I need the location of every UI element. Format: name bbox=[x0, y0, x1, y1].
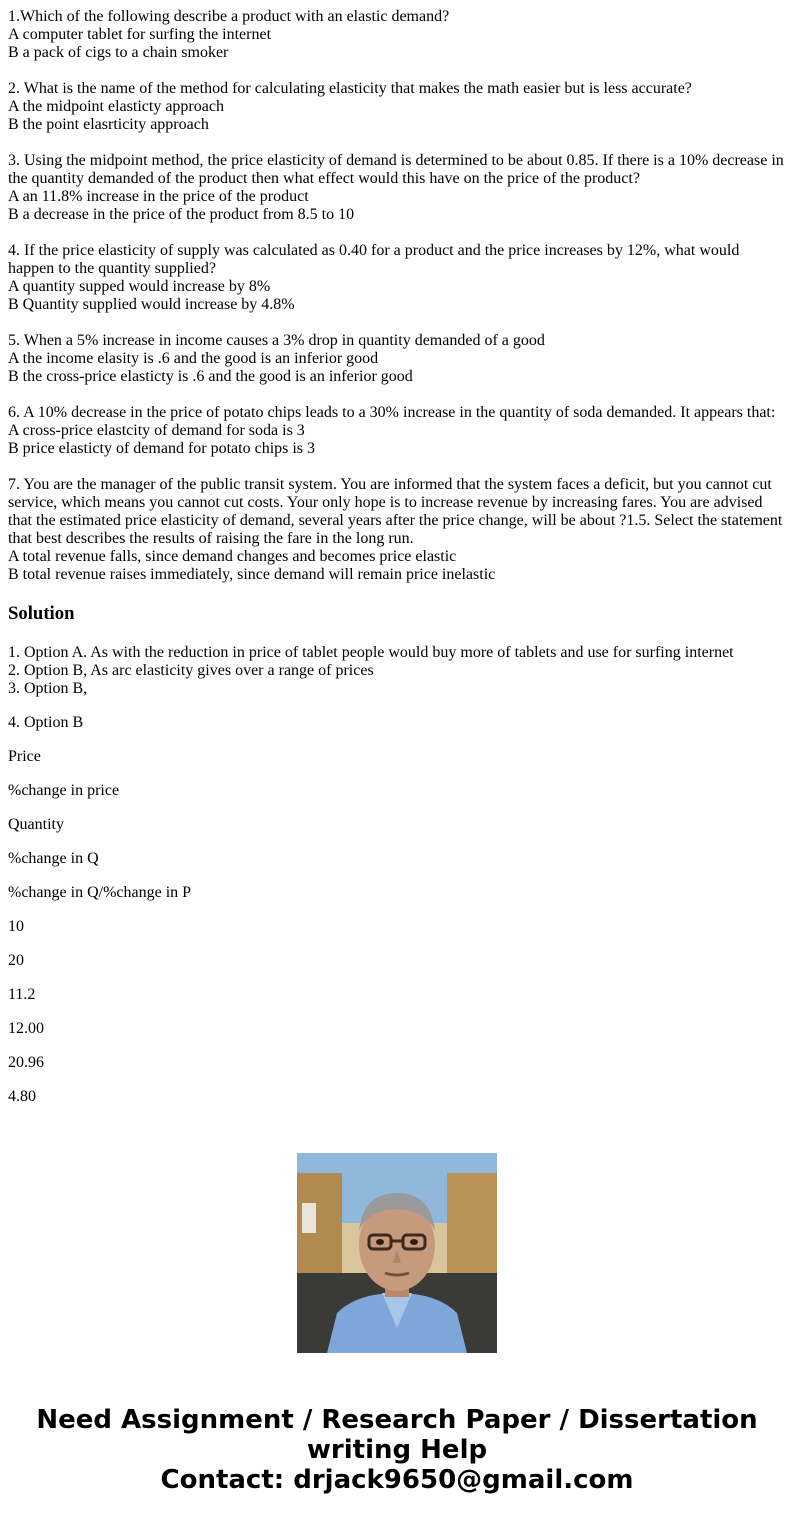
table-header-quantity: Quantity bbox=[8, 816, 64, 833]
table-cell: 20 bbox=[8, 952, 24, 969]
question-5 bbox=[8, 332, 786, 386]
option-a: A total revenue falls, since demand changes and becomes price elastic bbox=[8, 548, 457, 565]
option-a: A an 11.8% increase in the price of the product bbox=[8, 188, 309, 205]
document-body bbox=[8, 8, 786, 1123]
table-cell: 11.2 bbox=[8, 986, 36, 1003]
solution-line: 2. Option B, As arc elasticity gives over a range of prices bbox=[8, 662, 374, 679]
question-7 bbox=[8, 476, 786, 584]
avatar-portrait-icon bbox=[297, 1153, 497, 1353]
option-b: B price elasticty of demand for potato chips is 3 bbox=[8, 440, 316, 457]
question-text: 2. What is the name of the method for calculating elasticity that makes the math easier but is less accurate? bbox=[8, 80, 692, 97]
table-cell: 4.80 bbox=[8, 1088, 36, 1105]
option-b: B the cross-price elasticty is .6 and the good is an inferior good bbox=[8, 368, 413, 385]
option-b: B a decrease in the price of the product from 8.5 to 10 bbox=[8, 206, 355, 223]
footer-banner bbox=[0, 1123, 794, 1523]
table-header-pct-q: %change in Q bbox=[8, 850, 99, 867]
question-text: 3. Using the midpoint method, the price elasticity of demand is determined to be about 0.85. If there is a 10% decrease in the quantity demanded of the product then what effect would this have on the price of the product? bbox=[8, 152, 784, 187]
contact-banner bbox=[0, 1405, 794, 1495]
option-a: A computer tablet for surfing the internet bbox=[8, 26, 272, 43]
table-header-pct-price: %change in price bbox=[8, 782, 120, 799]
question-1 bbox=[8, 8, 786, 62]
table-cell: 10 bbox=[8, 918, 24, 935]
option-a: A the income elasity is .6 and the good is an inferior good bbox=[8, 350, 379, 367]
option-b: B the point elasrticity approach bbox=[8, 116, 209, 133]
table-header-price: Price bbox=[8, 748, 41, 765]
question-text: 4. If the price elasticity of supply was calculated as 0.40 for a product and the price increases by 12%, what would happen to the quantity supplied? bbox=[8, 242, 740, 277]
option-b: B total revenue raises immediately, since demand will remain price inelastic bbox=[8, 566, 496, 583]
solution-heading: Solution bbox=[8, 603, 75, 624]
option-b: B Quantity supplied would increase by 4.8% bbox=[8, 296, 295, 313]
option-a: A cross-price elastcity of demand for soda is 3 bbox=[8, 422, 305, 439]
question-text: 7. You are the manager of the public transit system. You are informed that the system faces a deficit, but you cannot cut service, which means you cannot cut costs. Your only hope is to increase revenue by increasing fares. You are advised that the estimated price elasticity of demand, several years after the price change, will be about ?1.5. Select the statement that best describes the results of raising the fare in the long run. bbox=[8, 476, 783, 547]
table-header-ratio: %change in Q/%change in P bbox=[8, 884, 192, 901]
question-text: 5. When a 5% increase in income causes a 3% drop in quantity demanded of a good bbox=[8, 332, 545, 349]
question-6 bbox=[8, 404, 786, 458]
solution-line: 1. Option A. As with the reduction in price of tablet people would buy more of tablets and use for surfing internet bbox=[8, 644, 734, 661]
solution-answer-4: 4. Option B bbox=[8, 714, 84, 731]
avatar bbox=[297, 1153, 497, 1353]
contact-line: Need Assignment / Research Paper / Dissertation bbox=[36, 1405, 758, 1435]
table-cell: 12.00 bbox=[8, 1020, 44, 1037]
question-3 bbox=[8, 152, 786, 224]
contact-email: Contact: drjack9650@gmail.com bbox=[160, 1465, 634, 1495]
table-cell: 20.96 bbox=[8, 1054, 44, 1071]
option-b: B a pack of cigs to a chain smoker bbox=[8, 44, 229, 61]
option-a: A the midpoint elasticty approach bbox=[8, 98, 224, 115]
contact-line: writing Help bbox=[306, 1435, 488, 1465]
question-text: 1.Which of the following describe a product with an elastic demand? bbox=[8, 8, 450, 25]
question-2 bbox=[8, 80, 786, 134]
question-text: 6. A 10% decrease in the price of potato chips leads to a 30% increase in the quantity of soda demanded. It appears that: bbox=[8, 404, 776, 421]
solution-answers bbox=[8, 644, 786, 698]
question-4 bbox=[8, 242, 786, 314]
solution-line: 3. Option B, bbox=[8, 680, 88, 697]
option-a: A quantity supped would increase by 8% bbox=[8, 278, 271, 295]
